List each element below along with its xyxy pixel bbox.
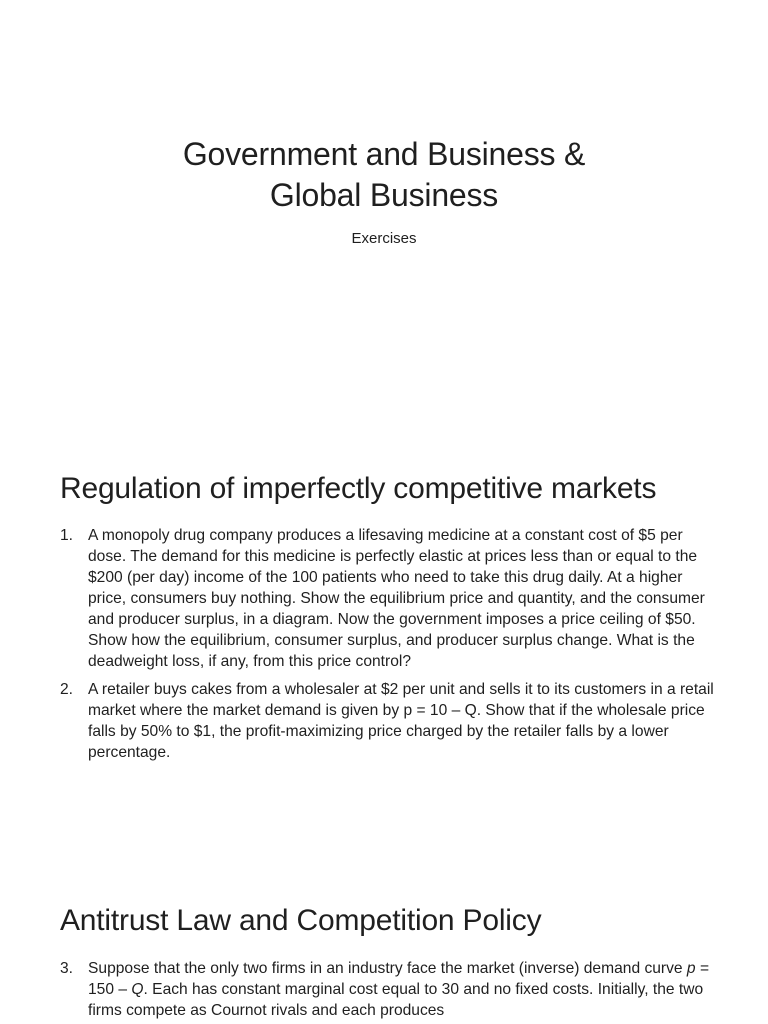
exercise-text-part: Suppose that the only two firms in an industry face the market (inverse) demand curve [88,960,687,977]
exercise-text [88,958,720,1021]
exercise-text: A monopoly drug company produces a lifesaving medicine at a constant cost of $5 per dose. The demand for this medicine is perfectly elastic at prices less than or equal to the $200 (per day) income of the 100 patients who need to take this drug daily. At a higher price, consumers buy nothing. Show the equilibrium price and quantity, and the consumer and producer surplus, in a diagram. Now the government imposes a price ceiling of $50. Show how the equilibrium, consumer surplus, and producer surplus change. What is the deadweight loss, if any, from this price control? [88,527,705,670]
exercise-item [60,679,720,763]
document-title [0,134,768,216]
title-line-2: Global Business [269,177,499,213]
exercise-text-part: . Each has constant marginal cost equal to 30 and no fixed costs. Initially, the two firms compete as Cournot rivals and each produces [88,981,704,1019]
exercise-number: 2. [60,681,74,698]
exercise-list-regulation [60,525,720,770]
document-subtitle: Exercises [351,230,417,247]
exercise-list-antitrust [60,958,720,1024]
variable-p: p [686,960,696,977]
exercise-number: 3. [60,960,74,977]
section-heading-antitrust: Antitrust Law and Competition Policy [60,904,542,937]
exercise-number: 1. [60,527,74,544]
exercise-item [60,958,720,1021]
exercise-text: A retailer buys cakes from a wholesaler at $2 per unit and sells it to its customers in a retail market where the market demand is given by p = 10 – Q. Show that if the wholesale price falls by 50% to $1, the profit-maximizing price charged by the retailer falls by a lower percentage. [88,681,714,761]
section-heading-regulation: Regulation of imperfectly competitive markets [60,472,657,505]
variable-q: Q [131,981,144,998]
exercise-text-part: = 150 – [88,960,710,998]
exercise-item [60,525,720,672]
title-line-1: Government and Business & [182,136,586,172]
